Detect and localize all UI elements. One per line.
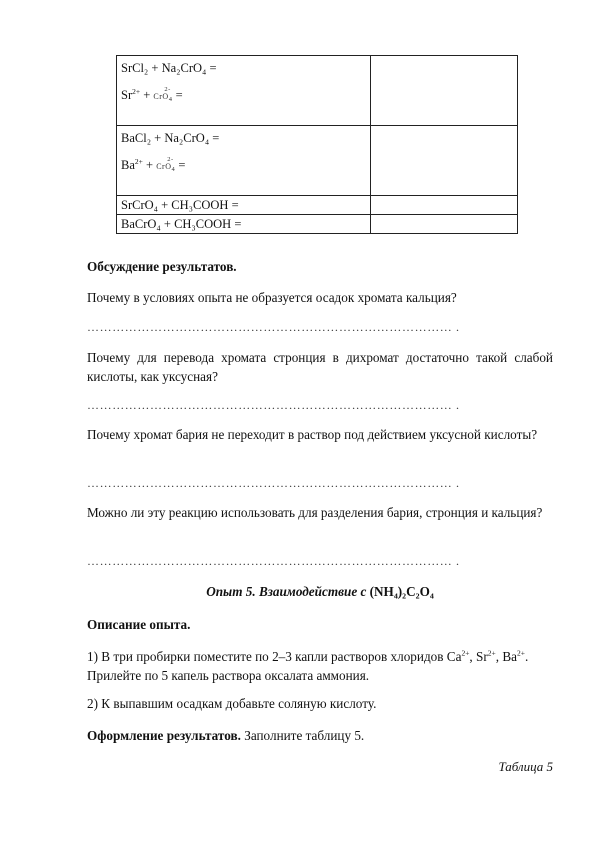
result-cell[interactable] [371, 126, 518, 196]
results-instruction: Оформление результатов. Заполните таблицу 5. [87, 728, 365, 743]
table-row [117, 196, 518, 215]
question-2: Почему для перевода хромата стронция в дихромат достаточно такой слабой кислоты, как уксусная? [87, 350, 553, 384]
table-row [117, 126, 518, 196]
answer-line-3[interactable]: …………………………………………………………………………… . [87, 476, 460, 490]
description-heading: Описание опыта. [87, 617, 191, 632]
step-2: 2) К выпавшим осадкам добавьте соляную кислоту. [87, 696, 377, 711]
reaction-equation: BaCrO₄ + CH₃COOH = [117, 215, 371, 234]
discussion-heading: Обсуждение результатов. [87, 259, 237, 274]
experiment-title: Опыт 5. Взаимодействие с (NH₄)₂C₂O₄ [206, 584, 434, 599]
result-cell[interactable] [371, 56, 518, 126]
answer-line-1[interactable]: …………………………………………………………………………… . [87, 320, 460, 334]
question-1: Почему в условиях опыта не образуется осадок хромата кальция? [87, 290, 457, 305]
question-4: Можно ли эту реакцию использовать для разделения бария, стронция и кальция? [87, 505, 543, 520]
answer-line-2[interactable]: …………………………………………………………………………… . [87, 398, 460, 412]
table-row [117, 215, 518, 234]
reaction-cell [117, 56, 371, 126]
ionic-equation: $Ba^{2+} + CrO_4$ 2- = [121, 156, 186, 173]
step-1: 1) В три пробирки поместите по 2–3 капли растворов хлоридов $Ca^{2+}$, $Sr^{2+}$, $Ba^{2+}$. Прилейте по 5 капель раствора оксалата аммония. [87, 648, 529, 683]
answer-line-4[interactable]: …………………………………………………………………………… . [87, 554, 460, 568]
reaction-equation: BaCl₂ + Na₂CrO₄ = [121, 131, 220, 145]
reactions-table [116, 55, 518, 234]
table-row [117, 56, 518, 126]
result-cell[interactable] [371, 196, 518, 215]
question-3: Почему хромат бария не переходит в раствор под действием уксусной кислоты? [87, 427, 538, 442]
table-caption: Таблица 5 [498, 759, 553, 774]
reaction-equation: SrCrO₄ + CH₃COOH = [117, 196, 371, 215]
chromate-ion: CrO$_4$ 2- [156, 156, 176, 173]
result-cell[interactable] [371, 215, 518, 234]
chromate-ion: CrO$_4$ 2- [153, 86, 173, 103]
reaction-cell [117, 126, 371, 196]
reaction-equation: SrCl₂ + Na₂CrO₄ = [121, 61, 217, 75]
ionic-equation: $Sr^{2+} + CrO_4$ 2- = [121, 86, 183, 103]
